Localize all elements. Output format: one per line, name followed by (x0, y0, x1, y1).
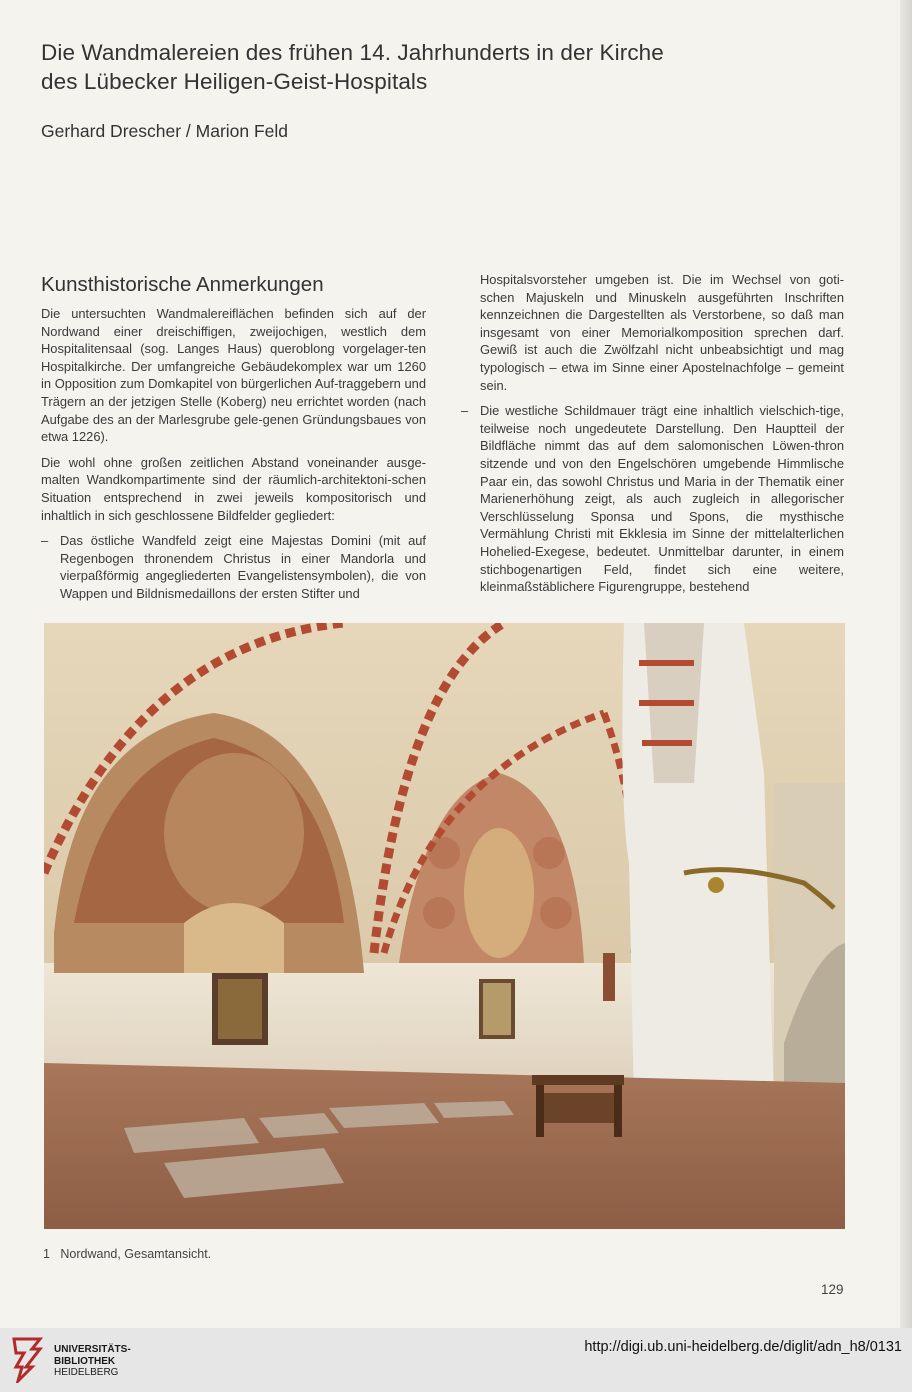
figure-caption (43, 1247, 211, 1261)
library-name-line-1: UNIVERSITÄTS- (54, 1344, 131, 1355)
library-name-line-3: HEIDELBERG (54, 1367, 119, 1378)
church-interior-photo (44, 623, 845, 1229)
paragraph: Die untersuchten Wandmalereiflächen befinden sich auf der Nordwand einer dreischiffigen, zweijochigen, westlich dem Hospitalitensaal (sog. Langes Haus) queroblong vorgelager-ten Hospitalkirche. Der umfangreiche Gebäudekomplex war um 1260 in Opposition zum Domkapitel von bürgerlichen Auf-traggebern und Trägern an der jetzigen Stelle (Koberg) neu errichtet worden (nach Aufgabe des an der Marlesgrube gele-genen Gründungsbaues von etwa 1226). (41, 306, 426, 445)
library-name (54, 1344, 131, 1379)
left-column (41, 305, 426, 611)
paragraph: Die wohl ohne großen zeitlichen Abstand voneinander ausge-malten Wandkompartimente sind der räumlich-architektoni-schen Situation entsprechend in zwei jeweils kompositorisch und inhaltlich in sich geschlossene Bildfelder gegliedert: (41, 454, 426, 523)
dash-list-item (41, 532, 426, 602)
caption-number: 1 (43, 1247, 50, 1261)
page-number: 129 (821, 1282, 844, 1297)
dash-list-item (461, 402, 844, 596)
authors: Gerhard Drescher / Marion Feld (41, 121, 289, 141)
footer-bar (0, 1328, 912, 1392)
photo-illustration (44, 623, 845, 1229)
dash-item-text: Die westliche Schildmauer trägt eine inhaltlich vielschich-tige, teilweise noch ungedeutete Darstellung. Den Hauptteil der Bildfläche nimmt das auf dem salomonischen Löwen-thron sitzende und von den Engelschören umgebende Himmlische Paar ein, das sowohl Christus und Maria in der Thematik einer Marienerhöhung zeigt, als auch zugleich in allegorischer Verschlüsselung Sponsa und Spons, die mysthische Vermählung Christi mit Ekklesia im Sinne der mittelalterlichen Hohelied-Exegese, bedeutet. Unmittelbar darunter, in einem stichbogenartigen Feld, findet sich eine weitere, kleinmaßstäblichere Figurengruppe, bestehend (480, 403, 844, 595)
dash-item-text: Das östliche Wandfeld zeigt eine Majestas Domini (mit auf Regenbogen thronendem Christus in einer Mandorla und vierpaßförmig angegliederten Evangelistensymbolen), die von Wappen und Bildnismedaillons der ersten Stifter und (60, 533, 426, 601)
source-url-link[interactable]: http://digi.ub.uni-heidelberg.de/diglit/adn_h8/0131 (584, 1339, 902, 1355)
dash-bullet: – (41, 533, 49, 549)
right-column (461, 271, 844, 604)
page-edge (900, 0, 912, 1328)
article-title (41, 38, 821, 96)
section-heading: Kunsthistorische Anmerkungen (41, 273, 324, 296)
dash-bullet: – (461, 403, 469, 419)
library-name-line-2: BIBLIOTHEK (54, 1355, 116, 1367)
title-line-2: des Lübecker Heiligen-Geist-Hospitals (41, 69, 428, 94)
title-line-1: Die Wandmalereien des frühen 14. Jahrhunderts in der Kirche (41, 40, 664, 65)
university-library-logo-icon (10, 1337, 48, 1383)
caption-text: Nordwand, Gesamtansicht. (60, 1247, 212, 1261)
paragraph: Hospitalsvorsteher umgeben ist. Die im Wechsel von goti-schen Majuskeln und Minuskeln ausgeführten Inschriften kennzeichnen die Dargestellten als Verstorbene, so daß man insgesamt von einer Memorialkomposition sprechen darf. Gewiß ist auch die Zwölfzahl nicht unbeabsichtigt und mag typologisch – etwa im Sinne einer Apostelnachfolge – gemeint sein. (480, 272, 844, 393)
